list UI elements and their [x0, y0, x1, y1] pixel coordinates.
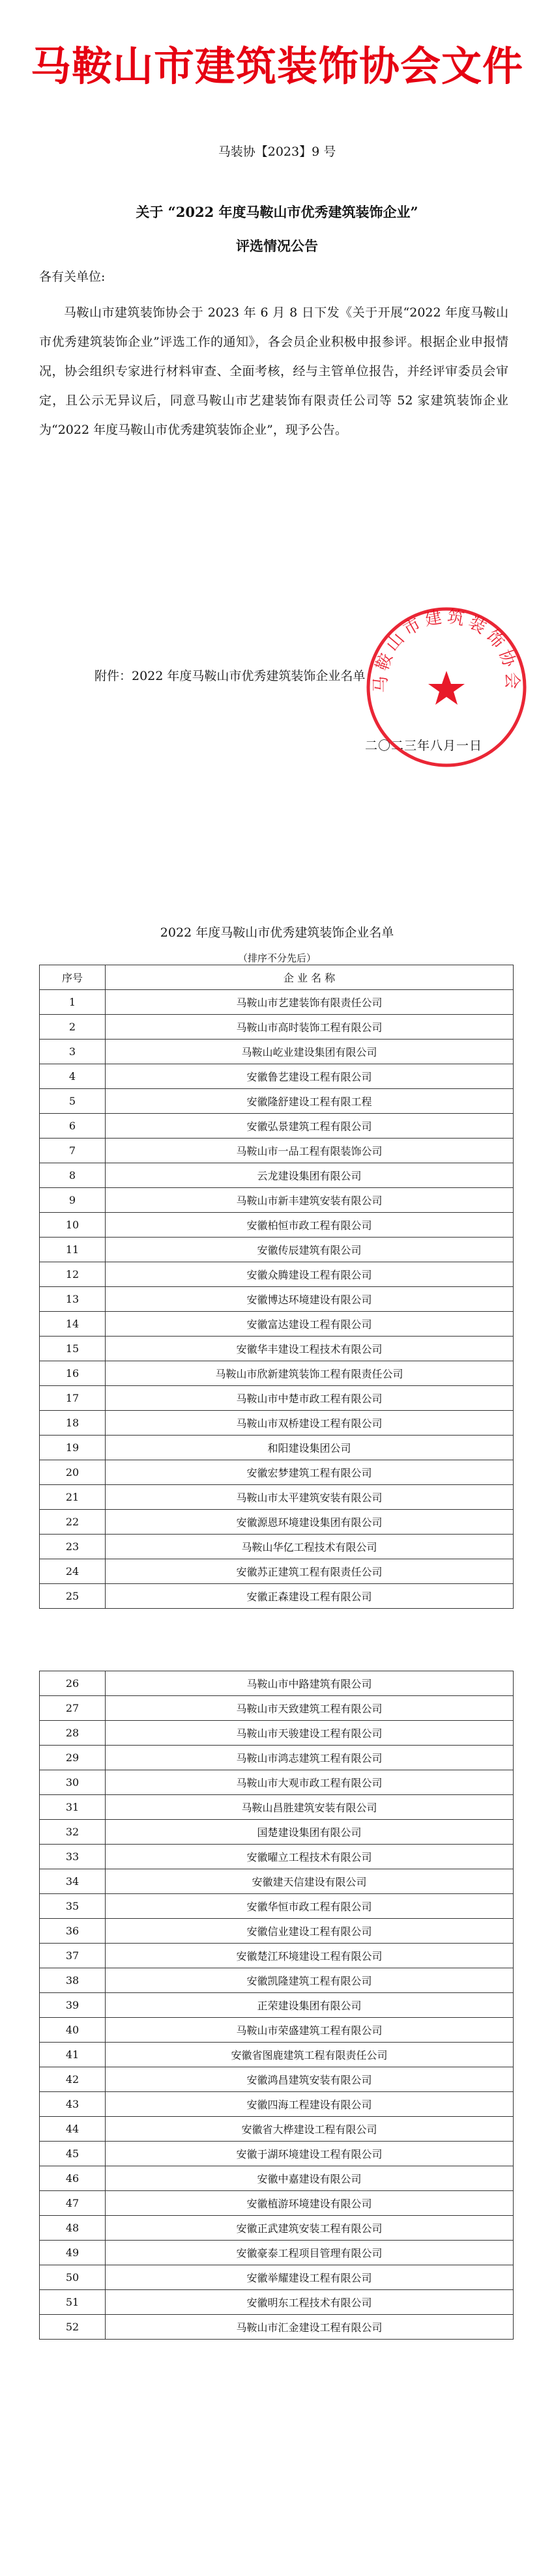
row-index: 47 [40, 2191, 106, 2216]
row-index: 15 [40, 1337, 106, 1361]
table-row [40, 1040, 514, 1064]
company-name: 安徽宏梦建筑工程有限公司 [106, 1460, 514, 1485]
company-name: 安徽众腾建设工程有限公司 [106, 1262, 514, 1287]
company-name: 正荣建设集团有限公司 [106, 1993, 514, 2018]
company-name: 安徽植游环境建设有限公司 [106, 2191, 514, 2216]
company-name: 安徽于湖环境建设工程有限公司 [106, 2142, 514, 2166]
company-name: 马鞍山昌胜建筑安装有限公司 [106, 1795, 514, 1820]
official-seal [362, 602, 531, 772]
header-company: 企 业 名 称 [106, 965, 514, 990]
company-name: 马鞍山市艺建装饰有限责任公司 [106, 990, 514, 1015]
table-row [40, 1510, 514, 1535]
table-row [40, 2142, 514, 2166]
table-row [40, 1993, 514, 2018]
table-row [40, 1944, 514, 1968]
table-row [40, 1746, 514, 1770]
company-table-part2 [39, 1671, 514, 2340]
row-index: 21 [40, 1485, 106, 1510]
table-row [40, 1411, 514, 1436]
seal-star-icon [428, 671, 465, 705]
company-name: 安徽明东工程技术有限公司 [106, 2290, 514, 2315]
row-index: 50 [40, 2265, 106, 2290]
list-subtitle: （排序不分先后） [237, 952, 316, 964]
table-row [40, 1337, 514, 1361]
company-name: 安徽曜立工程技术有限公司 [106, 1845, 514, 1869]
table-row [40, 1238, 514, 1262]
company-name: 安徽鸿昌建筑安装有限公司 [106, 2067, 514, 2092]
row-index: 13 [40, 1287, 106, 1312]
table-row [40, 1114, 514, 1139]
company-name: 马鞍山屹业建设集团有限公司 [106, 1040, 514, 1064]
row-index: 6 [40, 1114, 106, 1139]
table-row [40, 2191, 514, 2216]
row-index: 26 [40, 1671, 106, 1696]
row-index: 41 [40, 2043, 106, 2067]
table-row [40, 1213, 514, 1238]
company-table-part1 [39, 965, 514, 1609]
table-row [40, 1721, 514, 1746]
row-index: 32 [40, 1820, 106, 1845]
row-index: 30 [40, 1770, 106, 1795]
company-name: 安徽隆舒建设工程有限工程 [106, 1089, 514, 1114]
row-index: 7 [40, 1139, 106, 1163]
table-row [40, 1460, 514, 1485]
company-name: 马鞍山市欣新建筑装饰工程有限责任公司 [106, 1361, 514, 1386]
company-name: 安徽富达建设工程有限公司 [106, 1312, 514, 1337]
row-index: 22 [40, 1510, 106, 1535]
row-index: 29 [40, 1746, 106, 1770]
row-index: 11 [40, 1238, 106, 1262]
company-name: 马鞍山市荣盛建筑工程有限公司 [106, 2018, 514, 2043]
table-row [40, 2092, 514, 2117]
company-name: 安徽凯隆建筑工程有限公司 [106, 1968, 514, 1993]
company-name: 马鞍山市中路建筑有限公司 [106, 1671, 514, 1696]
table-row [40, 2315, 514, 2340]
company-name: 安徽省图鹿建筑工程有限责任公司 [106, 2043, 514, 2067]
row-index: 42 [40, 2067, 106, 2092]
company-name: 马鞍山市中楚市政工程有限公司 [106, 1386, 514, 1411]
table-row [40, 1584, 514, 1609]
company-name: 安徽华恒市政工程有限公司 [106, 1894, 514, 1919]
row-index: 48 [40, 2216, 106, 2241]
row-index: 14 [40, 1312, 106, 1337]
company-name: 安徽苏正建筑工程有限责任公司 [106, 1559, 514, 1584]
row-index: 19 [40, 1436, 106, 1460]
row-index: 1 [40, 990, 106, 1015]
row-index: 27 [40, 1696, 106, 1721]
row-index: 9 [40, 1188, 106, 1213]
table-row [40, 1163, 514, 1188]
row-index: 45 [40, 2142, 106, 2166]
row-index: 3 [40, 1040, 106, 1064]
company-name: 安徽中嘉建设有限公司 [106, 2166, 514, 2191]
company-name: 安徽传辰建筑有限公司 [106, 1238, 514, 1262]
notice-title-line2: 评选情况公告 [236, 238, 318, 254]
company-name: 安徽正森建设工程有限公司 [106, 1584, 514, 1609]
table-header-row [40, 965, 514, 990]
table-row [40, 1361, 514, 1386]
row-index: 44 [40, 2117, 106, 2142]
row-index: 18 [40, 1411, 106, 1436]
company-name: 安徽豪泰工程项目管理有限公司 [106, 2241, 514, 2265]
table-row [40, 2043, 514, 2067]
company-name: 安徽博达环境建设有限公司 [106, 1287, 514, 1312]
company-name: 马鞍山市天致建筑工程有限公司 [106, 1696, 514, 1721]
table-row [40, 1312, 514, 1337]
table-row [40, 1262, 514, 1287]
company-name: 马鞍山华亿工程技术有限公司 [106, 1535, 514, 1559]
notice-title-line1: 关于 “2022 年度马鞍山市优秀建筑装饰企业” [136, 204, 418, 220]
company-name: 马鞍山市太平建筑安装有限公司 [106, 1485, 514, 1510]
table-row [40, 1894, 514, 1919]
table-row [40, 1089, 514, 1114]
row-index: 43 [40, 2092, 106, 2117]
table-row [40, 1820, 514, 1845]
row-index: 46 [40, 2166, 106, 2191]
row-index: 4 [40, 1064, 106, 1089]
company-name: 安徽华丰建设工程技术有限公司 [106, 1337, 514, 1361]
row-index: 39 [40, 1993, 106, 2018]
table-row [40, 2265, 514, 2290]
company-name: 安徽弘景建筑工程有限公司 [106, 1114, 514, 1139]
table-row [40, 2117, 514, 2142]
table-row [40, 1869, 514, 1894]
row-index: 35 [40, 1894, 106, 1919]
svg-text:马鞍山市建筑装饰协会: 马鞍山市建筑装饰协会 [371, 607, 522, 693]
table-row [40, 2290, 514, 2315]
row-index: 8 [40, 1163, 106, 1188]
notice-body: 马鞍山市建筑装饰协会于 2023 年 6 月 8 日下发《关于开展“2022 年度马鞍山市优秀建筑装饰企业”评选工作的通知》，各会员企业积极申报参评。根据企业申报情况，协会组织专家进行材料审查、全面考核，经与主管单位报告，并经评审委员会审定，且公示无异议后，同意马鞍山市艺建装饰有限责任公司等 52 家建筑装饰企业为“2022 年度马鞍山市优秀建筑装饰企业”，现予公告。 [39, 305, 508, 437]
company-name: 马鞍山市一品工程有限装饰公司 [106, 1139, 514, 1163]
row-index: 40 [40, 2018, 106, 2043]
company-name: 安徽楚江环境建设工程有限公司 [106, 1944, 514, 1968]
company-name: 安徽建天信建设有限公司 [106, 1869, 514, 1894]
company-name: 和阳建设集团公司 [106, 1436, 514, 1460]
row-index: 33 [40, 1845, 106, 1869]
table-row [40, 1064, 514, 1089]
company-name: 安徽柏恒市政工程有限公司 [106, 1213, 514, 1238]
company-name: 马鞍山市大观市政工程有限公司 [106, 1770, 514, 1795]
table-row [40, 1671, 514, 1696]
row-index: 34 [40, 1869, 106, 1894]
row-index: 28 [40, 1721, 106, 1746]
company-name: 云龙建设集团有限公司 [106, 1163, 514, 1188]
issue-date: 二〇二三年八月一日 [365, 739, 483, 753]
document-header-title: 马鞍山市建筑装饰协会文件 [30, 42, 523, 90]
row-index: 37 [40, 1944, 106, 1968]
company-name: 马鞍山市鸿志建筑工程有限公司 [106, 1746, 514, 1770]
table-row [40, 2067, 514, 2092]
row-index: 12 [40, 1262, 106, 1287]
document-number: 马装协【2023】9 号 [218, 145, 336, 159]
company-name: 安徽源恩环境建设集团有限公司 [106, 1510, 514, 1535]
table-row [40, 1696, 514, 1721]
salutation: 各有关单位: [39, 270, 106, 284]
row-index: 24 [40, 1559, 106, 1584]
header-index: 序号 [40, 965, 106, 990]
table-row [40, 1287, 514, 1312]
row-index: 36 [40, 1919, 106, 1944]
company-name: 马鞍山市天骏建设工程有限公司 [106, 1721, 514, 1746]
row-index: 5 [40, 1089, 106, 1114]
company-name: 安徽鲁艺建设工程有限公司 [106, 1064, 514, 1089]
table-row [40, 1968, 514, 1993]
table-row [40, 1919, 514, 1944]
row-index: 38 [40, 1968, 106, 1993]
row-index: 49 [40, 2241, 106, 2265]
row-index: 25 [40, 1584, 106, 1609]
attachment-note: 附件：2022 年度马鞍山市优秀建筑装饰企业名单 [95, 669, 366, 683]
row-index: 17 [40, 1386, 106, 1411]
company-name: 马鞍山市高时装饰工程有限公司 [106, 1015, 514, 1040]
table-row [40, 1770, 514, 1795]
table-row [40, 1139, 514, 1163]
table-row [40, 1015, 514, 1040]
table-row [40, 2216, 514, 2241]
row-index: 10 [40, 1213, 106, 1238]
table-row [40, 1386, 514, 1411]
list-title: 2022 年度马鞍山市优秀建筑装饰企业名单 [160, 926, 394, 940]
table-row [40, 1795, 514, 1820]
table-row [40, 1436, 514, 1460]
row-index: 16 [40, 1361, 106, 1386]
table-row [40, 990, 514, 1015]
table-row [40, 2166, 514, 2191]
company-name: 安徽举耀建设工程有限公司 [106, 2265, 514, 2290]
row-index: 52 [40, 2315, 106, 2340]
company-name: 马鞍山市双桥建设工程有限公司 [106, 1411, 514, 1436]
company-name: 安徽正武建筑安装工程有限公司 [106, 2216, 514, 2241]
company-name: 安徽信业建设工程有限公司 [106, 1919, 514, 1944]
table-row [40, 2241, 514, 2265]
table-row [40, 1845, 514, 1869]
company-name: 安徽省大桦建设工程有限公司 [106, 2117, 514, 2142]
table-row [40, 2018, 514, 2043]
row-index: 2 [40, 1015, 106, 1040]
company-name: 马鞍山市汇金建设工程有限公司 [106, 2315, 514, 2340]
row-index: 20 [40, 1460, 106, 1485]
company-name: 马鞍山市新丰建筑安装有限公司 [106, 1188, 514, 1213]
row-index: 31 [40, 1795, 106, 1820]
row-index: 51 [40, 2290, 106, 2315]
company-name: 国楚建设集团有限公司 [106, 1820, 514, 1845]
table-row [40, 1485, 514, 1510]
table-row [40, 1188, 514, 1213]
table-row [40, 1559, 514, 1584]
row-index: 23 [40, 1535, 106, 1559]
company-name: 安徽四海工程建设有限公司 [106, 2092, 514, 2117]
table-row [40, 1535, 514, 1559]
